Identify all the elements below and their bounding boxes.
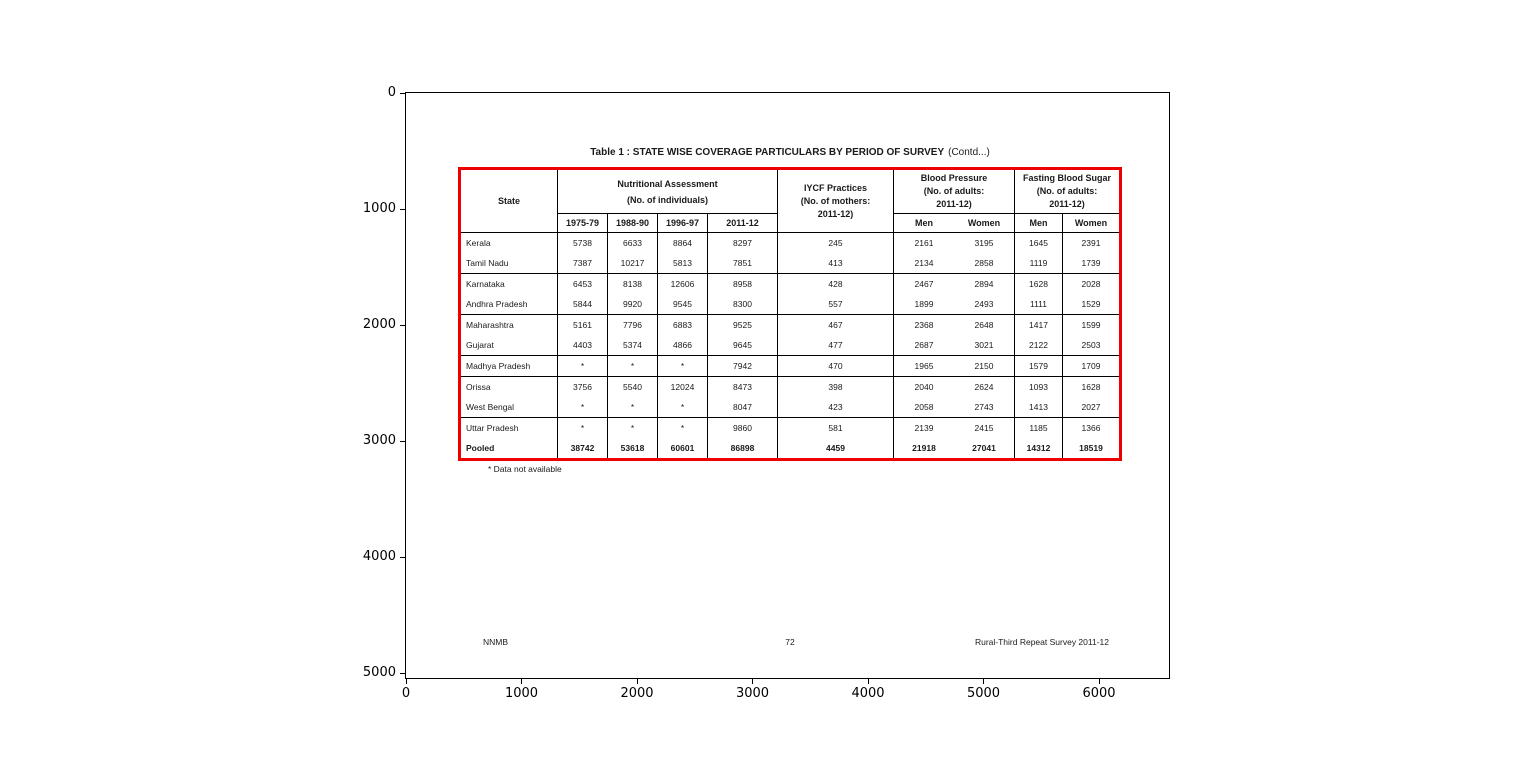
value-cell: * — [608, 397, 658, 417]
value-cell: 12606 — [658, 274, 708, 294]
fbs-header-line2: (No. of adults: — [1036, 186, 1098, 196]
y-tick-mark — [400, 93, 405, 94]
fbs-men-cell: 1093 — [1015, 377, 1063, 397]
value-cell: * — [658, 356, 708, 376]
bp-cell — [894, 397, 1015, 417]
fbs-men-cell: 14312 — [1015, 438, 1063, 458]
iycf-header-line2: (No. of mothers: — [800, 195, 871, 206]
table-group — [461, 274, 1119, 315]
state-cell: Karnataka — [461, 274, 558, 294]
value-cell: 4459 — [778, 438, 894, 458]
table-row — [461, 356, 1119, 376]
value-cell: 12024 — [658, 377, 708, 397]
y-tick-label: 5000 — [362, 665, 396, 680]
value-cell: 413 — [778, 253, 894, 273]
value-cell: 9860 — [708, 418, 778, 438]
bp-women-value: 2743 — [974, 402, 994, 412]
state-cell: Madhya Pradesh — [461, 356, 558, 376]
bp-men-header: Men — [915, 217, 933, 228]
value-cell: 581 — [778, 418, 894, 438]
bp-cell — [894, 253, 1015, 273]
x-tick-mark — [868, 679, 869, 684]
bp-men-value: 1899 — [914, 299, 934, 309]
value-cell: 9525 — [708, 315, 778, 335]
bp-men-value: 21918 — [912, 443, 936, 453]
table-body — [461, 233, 1119, 458]
bp-cell — [894, 233, 1015, 253]
bp-women-value: 2648 — [974, 320, 994, 330]
state-cell: Gujarat — [461, 335, 558, 355]
table-group — [461, 233, 1119, 274]
value-cell: 7387 — [558, 253, 608, 273]
value-cell: * — [658, 397, 708, 417]
y-tick-label: 4000 — [362, 549, 396, 564]
x-tick-label: 1000 — [504, 686, 539, 701]
bp-women-value: 2858 — [974, 258, 994, 268]
value-cell: 477 — [778, 335, 894, 355]
x-tick-mark — [521, 679, 522, 684]
table-group — [461, 377, 1119, 418]
value-cell: 5813 — [658, 253, 708, 273]
value-cell: 8138 — [608, 274, 658, 294]
value-cell: 4403 — [558, 335, 608, 355]
value-cell: 6453 — [558, 274, 608, 294]
fbs-men-cell: 1185 — [1015, 418, 1063, 438]
value-cell: 3756 — [558, 377, 608, 397]
x-tick-mark — [406, 679, 407, 684]
x-tick-label: 5000 — [966, 686, 1001, 701]
state-cell: Andhra Pradesh — [461, 294, 558, 314]
bp-men-value: 2161 — [914, 238, 934, 248]
fbs-women-cell: 1628 — [1081, 382, 1101, 392]
fbs-women-cell: 1709 — [1081, 361, 1101, 371]
value-cell: * — [558, 356, 608, 376]
footer-right: Rural-Third Repeat Survey 2011-12 — [974, 637, 1109, 647]
bp-cell — [894, 335, 1015, 355]
table-row — [461, 438, 1119, 458]
x-tick-mark — [637, 679, 638, 684]
bp-women-value: 2624 — [974, 382, 994, 392]
bp-women-value: 3195 — [974, 238, 994, 248]
value-cell: 557 — [778, 294, 894, 314]
state-cell: Kerala — [461, 233, 558, 253]
fbs-women-cell: 2027 — [1081, 402, 1101, 412]
fbs-men-cell: 1119 — [1015, 253, 1063, 273]
fbs-men-cell: 2122 — [1015, 335, 1063, 355]
value-cell: 8300 — [708, 294, 778, 314]
value-cell: 4866 — [658, 335, 708, 355]
bp-men-value: 2058 — [914, 402, 934, 412]
value-cell: 467 — [778, 315, 894, 335]
fbs-women-cell: 1366 — [1081, 423, 1101, 433]
nutritional-header-line2: (No. of individuals) — [627, 194, 708, 205]
value-cell: 8473 — [708, 377, 778, 397]
value-cell: 5844 — [558, 294, 608, 314]
value-cell: * — [608, 356, 658, 376]
value-cell: 470 — [778, 356, 894, 376]
value-cell: 5374 — [608, 335, 658, 355]
table-row — [461, 418, 1119, 438]
table-row — [461, 294, 1119, 314]
bp-women-value: 27041 — [972, 443, 996, 453]
bp-women-header: Women — [967, 217, 1001, 228]
value-cell: 428 — [778, 274, 894, 294]
x-tick-mark — [983, 679, 984, 684]
value-cell: 7851 — [708, 253, 778, 273]
footnote: * Data not available — [488, 464, 562, 474]
value-cell: 423 — [778, 397, 894, 417]
blood-pressure-header — [894, 170, 1015, 214]
footer-left: NNMB — [483, 637, 509, 647]
bp-men-value: 2134 — [914, 258, 934, 268]
bp-cell — [894, 315, 1015, 335]
fbs-women-cell: 1529 — [1081, 299, 1101, 309]
value-cell: 9920 — [608, 294, 658, 314]
year-header: 1996-97 — [658, 214, 708, 232]
table-group — [461, 315, 1119, 356]
value-cell: 8297 — [708, 233, 778, 253]
fbs-women-cell: 18519 — [1079, 443, 1103, 453]
footer-page-number: 72 — [785, 637, 795, 647]
fbs-men-cell: 1417 — [1015, 315, 1063, 335]
bp-women-value: 3021 — [974, 340, 994, 350]
value-cell: 5540 — [608, 377, 658, 397]
value-cell: 6883 — [658, 315, 708, 335]
y-tick-label: 0 — [387, 85, 396, 100]
fbs-women-cell: 1599 — [1081, 320, 1101, 330]
value-cell: 8864 — [658, 233, 708, 253]
page-title — [406, 147, 1174, 158]
table-row — [461, 274, 1119, 294]
iycf-header-line3: 2011-12) — [817, 208, 854, 219]
fbs-women-header: Women — [1074, 217, 1108, 228]
fbs-men-cell: 1111 — [1015, 294, 1063, 314]
iycf-header-line1: IYCF Practices — [803, 182, 868, 193]
table-row — [461, 397, 1119, 417]
state-cell: Tamil Nadu — [461, 253, 558, 273]
fbs-men-cell: 1413 — [1015, 397, 1063, 417]
bp-women-value: 2415 — [974, 423, 994, 433]
scan-table — [458, 167, 1122, 461]
bp-men-value: 2040 — [914, 382, 934, 392]
fbs-women-cell: 2391 — [1081, 238, 1101, 248]
bp-men-value: 2139 — [914, 423, 934, 433]
bp-men-value: 2687 — [914, 340, 934, 350]
value-cell: 7942 — [708, 356, 778, 376]
plot-axes — [362, 85, 1170, 701]
state-cell: Uttar Pradesh — [461, 418, 558, 438]
x-tick-label: 0 — [401, 686, 411, 701]
value-cell: * — [558, 418, 608, 438]
page-title-suffix: (Contd...) — [948, 147, 990, 158]
table-row — [461, 335, 1119, 355]
year-header: 1988-90 — [608, 214, 658, 232]
fbs-men-cell: 1579 — [1015, 356, 1063, 376]
bp-women-value: 2894 — [974, 279, 994, 289]
value-cell: 38742 — [558, 438, 608, 458]
bp-men-value: 2368 — [914, 320, 934, 330]
x-tick-mark — [1099, 679, 1100, 684]
table-row — [461, 253, 1119, 273]
bp-women-value: 2493 — [974, 299, 994, 309]
state-cell: Maharashtra — [461, 315, 558, 335]
x-tick-label: 6000 — [1082, 686, 1116, 701]
value-cell: 9645 — [708, 335, 778, 355]
fbs-women-cell: 2503 — [1081, 340, 1101, 350]
value-cell: * — [608, 418, 658, 438]
state-cell: Orissa — [461, 377, 558, 397]
bp-cell — [894, 274, 1015, 294]
table-row — [461, 233, 1119, 253]
fbs-women-cell: 2028 — [1081, 279, 1101, 289]
state-header: State — [461, 170, 558, 232]
state-cell: West Bengal — [461, 397, 558, 417]
value-cell: 8047 — [708, 397, 778, 417]
y-tick-mark — [400, 673, 405, 674]
y-tick-mark — [400, 441, 405, 442]
year-header: 2011-12 — [708, 214, 778, 232]
y-tick-label: 3000 — [362, 433, 396, 448]
value-cell: 9545 — [658, 294, 708, 314]
value-cell: 60601 — [658, 438, 708, 458]
y-tick-label: 1000 — [362, 201, 396, 216]
y-tick-mark — [400, 325, 405, 326]
value-cell: 245 — [778, 233, 894, 253]
table-group — [461, 418, 1119, 458]
value-cell: 6633 — [608, 233, 658, 253]
fbs-header-line3: 2011-12) — [1049, 199, 1085, 209]
page-title-main: Table 1 : STATE WISE COVERAGE PARTICULARS BY PERIOD OF SURVEY — [590, 147, 945, 158]
bp-header-line2: (No. of adults: — [923, 186, 985, 196]
bp-cell — [894, 294, 1015, 314]
value-cell: * — [558, 397, 608, 417]
iycf-practices-header — [778, 170, 894, 232]
value-cell: 86898 — [708, 438, 778, 458]
x-tick-label: 2000 — [620, 686, 654, 701]
fbs-header-line1: Fasting Blood Sugar — [1022, 173, 1111, 183]
bp-header-line1: Blood Pressure — [920, 173, 988, 183]
table-group — [461, 356, 1119, 377]
bp-men-value: 2467 — [914, 279, 934, 289]
nutritional-header-line1: Nutritional Assessment — [617, 178, 718, 189]
fbs-men-cell: 1645 — [1015, 233, 1063, 253]
x-tick-label: 3000 — [735, 686, 770, 701]
value-cell: 8958 — [708, 274, 778, 294]
bp-header-line3: 2011-12) — [936, 199, 972, 209]
fbs-men-header: Men — [1015, 214, 1063, 232]
value-cell: 398 — [778, 377, 894, 397]
x-tick-mark — [752, 679, 753, 684]
table-row — [461, 377, 1119, 397]
y-tick-label: 2000 — [362, 317, 396, 332]
bp-cell — [894, 418, 1015, 438]
bp-cell — [894, 377, 1015, 397]
y-tick-mark — [400, 209, 405, 210]
table-header — [461, 170, 1119, 233]
bp-women-value: 2150 — [974, 361, 994, 371]
bp-cell — [894, 438, 1015, 458]
y-tick-mark — [400, 557, 405, 558]
value-cell: 7796 — [608, 315, 658, 335]
bp-men-value: 1965 — [914, 361, 934, 371]
year-header: 1975-79 — [558, 214, 608, 232]
fbs-women-cell: 1739 — [1081, 258, 1101, 268]
value-cell: 53618 — [608, 438, 658, 458]
x-tick-label: 4000 — [851, 686, 885, 701]
fasting-blood-sugar-header — [1015, 170, 1119, 214]
fbs-men-cell: 1628 — [1015, 274, 1063, 294]
bp-cell — [894, 356, 1015, 376]
table-row — [461, 315, 1119, 335]
value-cell: 10217 — [608, 253, 658, 273]
value-cell: 5738 — [558, 233, 608, 253]
value-cell: * — [658, 418, 708, 438]
value-cell: 5161 — [558, 315, 608, 335]
bp-men-women-header — [894, 214, 1015, 232]
state-cell: Pooled — [461, 438, 558, 458]
nutritional-assessment-header — [558, 170, 778, 214]
